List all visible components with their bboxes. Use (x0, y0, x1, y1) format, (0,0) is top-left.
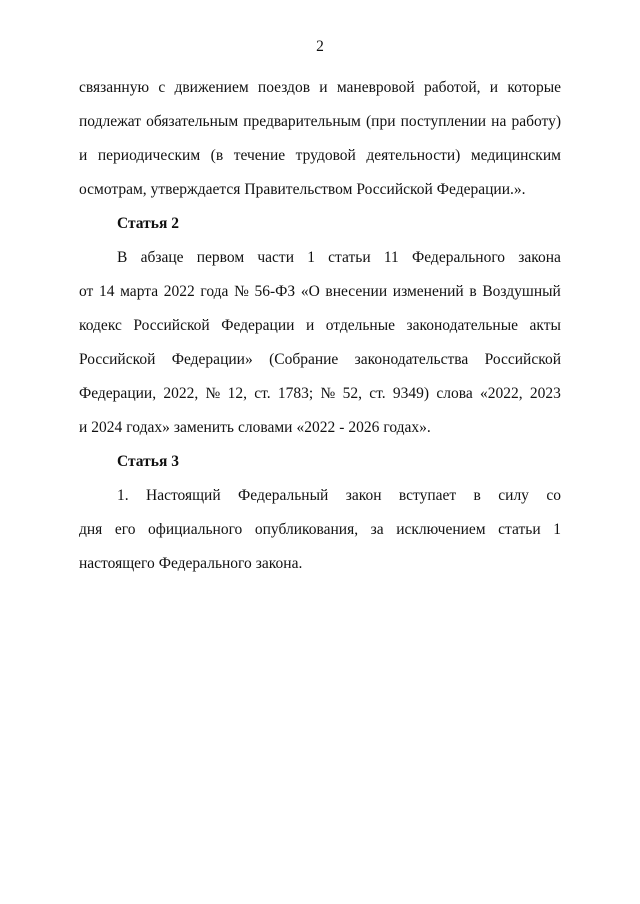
paragraph (79, 71, 561, 207)
text-line: и периодическим (в течение трудовой деятельности) медицинским (79, 147, 561, 164)
text-line: В абзаце первом части 1 статьи 11 Федерального закона (117, 249, 561, 266)
text-line: дня его официального опубликования, за исключением статьи 1 (79, 521, 561, 538)
text-line: связанную с движением поездов и маневровой работой, и которые (79, 79, 561, 96)
text-line: кодекс Российской Федерации и отдельные законодательные акты (79, 317, 561, 334)
article-heading: Статья 2 (117, 215, 179, 232)
text-line: Российской Федерации» (Собрание законодательства Российской (79, 351, 561, 368)
text-line: Федерации, 2022, № 12, ст. 1783; № 52, ст. 9349) слова «2022, 2023 (79, 385, 561, 402)
text-line: подлежат обязательным предварительным (при поступлении на работу) (79, 113, 561, 130)
article-heading: Статья 3 (117, 453, 179, 470)
document-body (79, 71, 561, 581)
text-line: настоящего Федерального закона. (79, 555, 303, 572)
paragraph (79, 241, 561, 445)
text-line: от 14 марта 2022 года № 56-ФЗ «О внесении изменений в Воздушный (79, 283, 561, 300)
text-line: и 2024 годах» заменить словами «2022 - 2026 годах». (79, 419, 431, 436)
text-line: осмотрам, утверждается Правительством Российской Федерации.». (79, 181, 526, 198)
paragraph (79, 479, 561, 581)
page-number: 2 (316, 38, 324, 55)
text-line: 1. Настоящий Федеральный закон вступает в силу со (117, 487, 561, 504)
